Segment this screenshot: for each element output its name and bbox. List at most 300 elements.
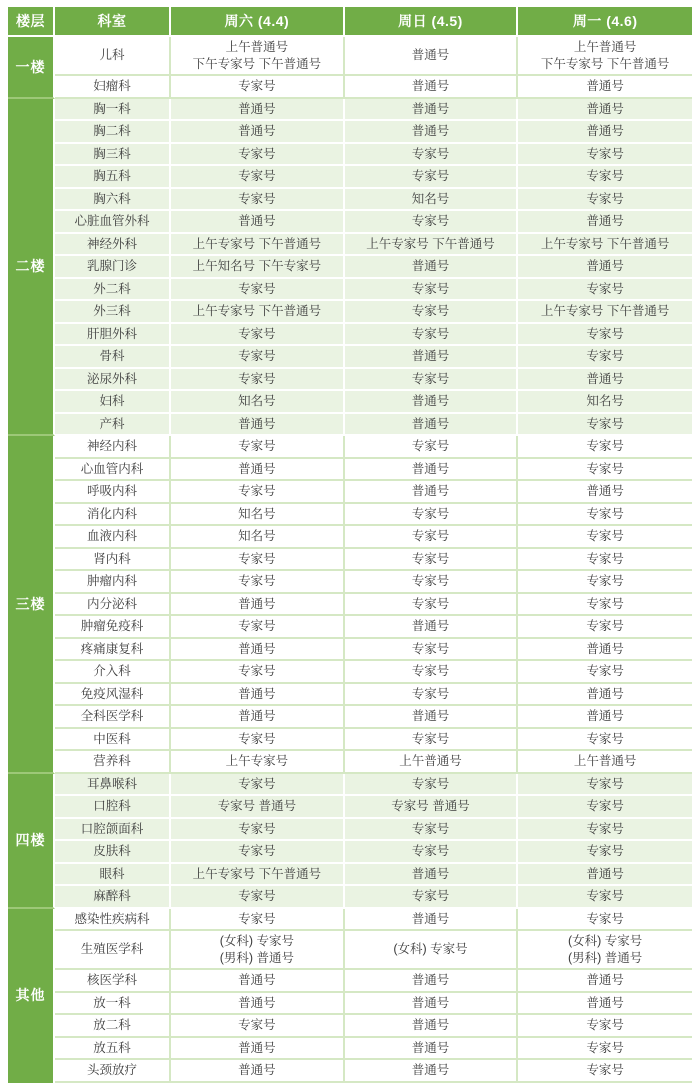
floor-cell: 一楼	[8, 37, 55, 99]
schedule-text: 普通号	[411, 619, 450, 633]
schedule-text: 普通号	[238, 214, 276, 228]
schedule-cell	[171, 571, 345, 594]
department-cell: 妇瘤科	[55, 76, 171, 99]
schedule-text: 上午专家号 下午普通号	[540, 236, 670, 251]
table-row	[8, 751, 692, 774]
table-row	[8, 796, 692, 819]
department-cell: 胸二科	[55, 121, 171, 144]
schedule-text: 专家号	[411, 731, 450, 746]
schedule-text: 专家号	[411, 281, 450, 296]
schedule-text: 专家号	[586, 506, 624, 521]
schedule-cell	[171, 774, 345, 797]
schedule-text: 普通号	[586, 709, 624, 723]
department-cell: 胸一科	[55, 99, 171, 122]
department-cell: 感染性疾病科	[55, 909, 171, 932]
schedule-text: 知名号	[238, 394, 276, 408]
schedule-text: 普通号	[238, 1040, 276, 1055]
table-row	[8, 841, 692, 864]
department-cell: 肿瘤内科	[55, 571, 171, 594]
floor-cell: 三楼	[8, 436, 55, 774]
schedule-text: 专家号	[411, 506, 450, 521]
schedule-text: 普通号	[411, 461, 450, 476]
schedule-text: 普通号	[586, 79, 624, 93]
schedule-text: 普通号	[411, 709, 450, 723]
department-cell: 核医学科	[55, 970, 171, 993]
schedule-text: 普通号	[238, 416, 276, 431]
schedule-text: 专家号	[586, 146, 624, 161]
schedule-text: 普通号	[238, 101, 276, 116]
department-cell: 介入科	[55, 661, 171, 684]
table-row	[8, 1038, 692, 1061]
column-header: 科室	[55, 7, 171, 37]
schedule-text: 专家号	[586, 529, 624, 543]
schedule-text: 普通号	[586, 484, 624, 498]
schedule-cell	[171, 1038, 345, 1061]
schedule-text: 上午普通号	[573, 754, 637, 768]
schedule-text: 专家号	[411, 844, 450, 858]
schedule-text: 知名号	[238, 506, 276, 521]
table-row	[8, 931, 692, 970]
schedule-cell	[345, 324, 519, 347]
schedule-text: 普通号	[411, 259, 450, 273]
schedule-text: 专家号	[586, 349, 624, 363]
schedule-cell	[345, 301, 519, 324]
department-cell: 乳腺门诊	[55, 256, 171, 279]
schedule-cell	[345, 1038, 519, 1061]
schedule-cell	[345, 436, 519, 459]
schedule-text: 普通号	[586, 214, 624, 228]
schedule-text: 专家号	[411, 551, 450, 566]
table-row	[8, 774, 692, 797]
schedule-text: 普通号	[411, 101, 450, 116]
schedule-cell	[345, 909, 519, 932]
schedule-text: 专家号	[586, 664, 624, 678]
schedule-text: 普通号	[586, 866, 624, 881]
department-cell: 心血管内科	[55, 459, 171, 482]
schedule-cell	[345, 796, 519, 819]
schedule-text: 普通号	[238, 995, 276, 1010]
schedule-text: 专家号	[586, 844, 624, 858]
schedule-cell	[171, 166, 345, 189]
schedule-cell	[171, 369, 345, 392]
schedule-cell	[518, 121, 692, 144]
schedule-text: 专家号 普通号	[391, 799, 470, 813]
schedule-cell	[171, 459, 345, 482]
schedule-text: 专家号	[238, 574, 276, 588]
schedule-text: 上午知名号 下午专家号	[192, 259, 322, 273]
schedule-cell	[518, 594, 692, 617]
schedule-cell	[171, 751, 345, 774]
schedule-text: 专家号	[238, 371, 276, 386]
floor-cell: 四楼	[8, 774, 55, 909]
schedule-cell	[518, 99, 692, 122]
schedule-text: 普通号	[586, 995, 624, 1010]
schedule-cell	[518, 144, 692, 167]
table-row	[8, 301, 692, 324]
department-cell: 呼吸内科	[55, 481, 171, 504]
schedule-text: 专家号	[586, 439, 624, 453]
header-row	[8, 7, 692, 37]
schedule-text: 普通号	[411, 973, 450, 987]
schedule-cell	[171, 886, 345, 909]
schedule-cell	[345, 886, 519, 909]
schedule-cell	[518, 234, 692, 257]
schedule-cell	[171, 76, 345, 99]
schedule-text: 普通号	[411, 394, 450, 408]
schedule-text: 专家号	[238, 79, 276, 93]
department-cell: 放五科	[55, 1038, 171, 1061]
schedule-text: 普通号	[586, 259, 624, 273]
table-row	[8, 189, 692, 212]
table-row	[8, 234, 692, 257]
schedule-cell	[518, 639, 692, 662]
schedule-cell	[171, 414, 345, 437]
table-row	[8, 37, 692, 76]
schedule-text: 普通号	[411, 911, 450, 926]
schedule-cell	[345, 571, 519, 594]
table-row	[8, 684, 692, 707]
department-cell: 血液内科	[55, 526, 171, 549]
schedule-text: 专家号	[238, 169, 276, 183]
schedule-cell	[345, 76, 519, 99]
schedule-text: 专家号	[411, 664, 450, 678]
schedule-text: (女科) 专家号	[219, 934, 294, 948]
schedule-text: 专家号	[586, 731, 624, 746]
schedule-cell	[171, 796, 345, 819]
schedule-cell	[345, 211, 519, 234]
department-cell: 内分泌科	[55, 594, 171, 617]
table-row	[8, 211, 692, 234]
schedule-text: 普通号	[586, 371, 624, 386]
schedule-text: 专家号	[411, 821, 450, 836]
schedule-cell	[518, 1060, 692, 1083]
schedule-cell	[345, 99, 519, 122]
schedule-cell	[518, 346, 692, 369]
department-cell: 神经外科	[55, 234, 171, 257]
schedule-text: 专家号	[411, 529, 450, 543]
schedule-cell	[518, 414, 692, 437]
schedule-text: 知名号	[586, 394, 624, 408]
schedule-text: 专家号	[238, 484, 276, 498]
schedule-text: 普通号	[411, 79, 450, 93]
table-row	[8, 549, 692, 572]
schedule-text: 专家号	[586, 889, 624, 903]
table-body	[8, 37, 692, 1083]
schedule-text: 专家号	[411, 146, 450, 161]
schedule-text: 普通号	[238, 686, 276, 701]
schedule-cell	[345, 549, 519, 572]
schedule-text: 专家号	[238, 551, 276, 566]
department-cell: 头颈放疗	[55, 1060, 171, 1083]
table-row	[8, 864, 692, 887]
department-cell: 神经内科	[55, 436, 171, 459]
department-cell: 放二科	[55, 1015, 171, 1038]
schedule-cell	[345, 616, 519, 639]
schedule-text: 专家号	[238, 889, 276, 903]
schedule-cell	[518, 841, 692, 864]
schedule-cell	[171, 639, 345, 662]
department-cell: 产科	[55, 414, 171, 437]
department-cell: 全科医学科	[55, 706, 171, 729]
department-cell: 放一科	[55, 993, 171, 1016]
column-header: 周一 (4.6)	[518, 7, 692, 37]
schedule-cell	[345, 37, 519, 76]
schedule-text: 普通号	[238, 709, 276, 723]
table-row	[8, 121, 692, 144]
schedule-text: 专家号	[238, 821, 276, 836]
schedule-cell	[518, 993, 692, 1016]
schedule-cell	[171, 729, 345, 752]
schedule-text: (男科) 普通号	[219, 950, 294, 965]
department-cell: 眼科	[55, 864, 171, 887]
schedule-text: 专家号	[238, 191, 276, 206]
schedule-text: 普通号	[238, 1063, 276, 1077]
schedule-text: 专家号	[586, 281, 624, 296]
schedule-cell	[518, 301, 692, 324]
schedule-cell	[345, 970, 519, 993]
department-cell: 外二科	[55, 279, 171, 302]
schedule-cell	[518, 684, 692, 707]
schedule-text: 专家号	[411, 439, 450, 453]
schedule-cell	[171, 993, 345, 1016]
department-cell: 泌尿外科	[55, 369, 171, 392]
table-row	[8, 886, 692, 909]
schedule-text: 专家号	[411, 326, 450, 341]
schedule-cell	[345, 661, 519, 684]
schedule-text: 普通号	[586, 124, 624, 138]
table-row	[8, 481, 692, 504]
schedule-cell	[518, 1038, 692, 1061]
schedule-cell	[518, 369, 692, 392]
schedule-cell	[171, 436, 345, 459]
department-cell: 生殖医学科	[55, 931, 171, 970]
table-row	[8, 76, 692, 99]
schedule-cell	[345, 751, 519, 774]
schedule-text: 普通号	[238, 461, 276, 476]
table-row	[8, 1060, 692, 1083]
table-row	[8, 993, 692, 1016]
schedule-text: 普通号	[411, 349, 450, 363]
table-row	[8, 819, 692, 842]
schedule-text: 专家号	[411, 776, 450, 791]
schedule-text: 专家号	[411, 169, 450, 183]
schedule-text: 专家号	[586, 191, 624, 206]
schedule-text: 普通号	[411, 416, 450, 431]
schedule-text: 专家号	[238, 664, 276, 678]
schedule-text: 专家号	[586, 1018, 624, 1032]
schedule-cell	[518, 661, 692, 684]
schedule-text: 专家号 普通号	[217, 799, 297, 813]
schedule-cell	[518, 189, 692, 212]
schedule-text: 普通号	[411, 866, 450, 881]
schedule-cell	[345, 526, 519, 549]
schedule-cell	[518, 436, 692, 459]
schedule-cell	[518, 279, 692, 302]
schedule-text: 专家号	[238, 911, 276, 926]
schedule-text: 上午专家号 下午普通号	[366, 236, 495, 251]
schedule-cell	[171, 931, 345, 970]
schedule-text: 普通号	[411, 995, 450, 1010]
schedule-cell	[171, 256, 345, 279]
schedule-cell	[171, 706, 345, 729]
schedule-cell	[518, 324, 692, 347]
department-cell: 儿科	[55, 37, 171, 76]
schedule-cell	[345, 369, 519, 392]
schedule-cell	[171, 99, 345, 122]
table-row	[8, 571, 692, 594]
schedule-cell	[171, 504, 345, 527]
table-row	[8, 436, 692, 459]
table-row	[8, 166, 692, 189]
schedule-text: 专家号	[586, 169, 624, 183]
department-cell: 口腔科	[55, 796, 171, 819]
schedule-text: 专家号	[411, 371, 450, 386]
schedule-cell	[171, 661, 345, 684]
table-row	[8, 909, 692, 932]
column-header: 周日 (4.5)	[345, 7, 519, 37]
department-cell: 肾内科	[55, 549, 171, 572]
schedule-text: 上午专家号 下午普通号	[192, 304, 322, 318]
table-header	[8, 7, 692, 37]
department-cell: 耳鼻喉科	[55, 774, 171, 797]
table-row	[8, 459, 692, 482]
schedule-text: 专家号	[238, 776, 276, 791]
schedule-cell	[518, 706, 692, 729]
schedule-text: 专家号	[411, 304, 450, 318]
schedule-text: 专家号	[238, 349, 276, 363]
department-cell: 免疫风湿科	[55, 684, 171, 707]
schedule-cell	[345, 729, 519, 752]
schedule-text: 上午专家号	[225, 754, 289, 768]
schedule-text: (女科) 专家号	[568, 934, 643, 948]
schedule-cell	[345, 1060, 519, 1083]
schedule-text: 专家号	[411, 574, 450, 588]
schedule-text: 专家号	[586, 911, 624, 926]
schedule-text: 普通号	[238, 973, 276, 987]
schedule-cell	[171, 346, 345, 369]
department-cell: 中医科	[55, 729, 171, 752]
table-row	[8, 526, 692, 549]
schedule-cell	[345, 1015, 519, 1038]
table-row	[8, 970, 692, 993]
schedule-text: 上午专家号 下午普通号	[192, 866, 322, 881]
schedule-text: 专家号	[411, 686, 450, 701]
department-cell: 胸六科	[55, 189, 171, 212]
schedule-cell	[345, 481, 519, 504]
department-cell: 疼痛康复科	[55, 639, 171, 662]
schedule-cell	[345, 391, 519, 414]
schedule-cell	[518, 526, 692, 549]
department-cell: 口腔颌面科	[55, 819, 171, 842]
schedule-text: 上午普通号	[399, 754, 462, 768]
table-row	[8, 1015, 692, 1038]
schedule-cell	[345, 774, 519, 797]
schedule-cell	[345, 931, 519, 970]
schedule-text: 知名号	[411, 191, 450, 206]
schedule-cell	[171, 144, 345, 167]
schedule-cell	[345, 459, 519, 482]
schedule-text: 专家号	[586, 551, 624, 566]
schedule-text: 上午专家号 下午普通号	[192, 236, 322, 251]
schedule-cell	[171, 391, 345, 414]
column-header: 楼层	[8, 7, 55, 37]
table-row	[8, 706, 692, 729]
schedule-text: 专家号	[238, 844, 276, 858]
table-row	[8, 639, 692, 662]
table-row	[8, 391, 692, 414]
schedule-cell	[518, 37, 692, 76]
schedule-text: 普通号	[238, 596, 276, 611]
schedule-cell	[518, 166, 692, 189]
schedule-cell	[518, 549, 692, 572]
schedule-cell	[345, 279, 519, 302]
department-cell: 消化内科	[55, 504, 171, 527]
schedule-text: 专家号	[411, 641, 450, 656]
schedule-cell	[518, 211, 692, 234]
schedule-cell	[518, 616, 692, 639]
schedule-cell	[171, 121, 345, 144]
department-cell: 胸五科	[55, 166, 171, 189]
table-row	[8, 99, 692, 122]
department-cell: 外三科	[55, 301, 171, 324]
schedule-cell	[171, 234, 345, 257]
schedule-cell	[171, 37, 345, 76]
schedule-text: 专家号	[238, 146, 276, 161]
schedule-text: 上午普通号	[225, 40, 289, 54]
schedule-text: 普通号	[411, 1063, 450, 1077]
schedule-cell	[518, 256, 692, 279]
table-row	[8, 729, 692, 752]
schedule-text: 专家号	[586, 461, 624, 476]
schedule-text: 专家号	[586, 574, 624, 588]
schedule-cell	[171, 970, 345, 993]
schedule-text: 下午专家号 下午普通号	[192, 56, 322, 71]
department-cell: 心脏血管外科	[55, 211, 171, 234]
schedule-cell	[345, 166, 519, 189]
table-row	[8, 504, 692, 527]
schedule-cell	[345, 121, 519, 144]
table-row	[8, 414, 692, 437]
table-row	[8, 616, 692, 639]
department-cell: 营养科	[55, 751, 171, 774]
floor-cell: 二楼	[8, 99, 55, 437]
schedule-cell	[171, 864, 345, 887]
schedule-text: 专家号	[411, 214, 450, 228]
schedule-cell	[171, 616, 345, 639]
department-cell: 妇科	[55, 391, 171, 414]
schedule-cell	[171, 594, 345, 617]
schedule-cell	[518, 819, 692, 842]
schedule-cell	[518, 751, 692, 774]
schedule-text: 普通号	[586, 641, 624, 656]
schedule-text: 上午专家号 下午普通号	[540, 304, 670, 318]
schedule-text: 专家号	[586, 1063, 624, 1077]
schedule-cell	[345, 864, 519, 887]
schedule-cell	[518, 481, 692, 504]
schedule-cell	[345, 841, 519, 864]
department-cell: 肝胆外科	[55, 324, 171, 347]
table-row	[8, 144, 692, 167]
schedule-text: 普通号	[411, 1040, 450, 1055]
schedule-cell	[171, 819, 345, 842]
schedule-cell	[518, 571, 692, 594]
schedule-text: 专家号	[586, 776, 624, 791]
schedule-text: 普通号	[411, 1018, 450, 1032]
schedule-cell	[345, 684, 519, 707]
table-row	[8, 279, 692, 302]
department-cell: 肿瘤免疫科	[55, 616, 171, 639]
schedule-text: 专家号	[586, 619, 624, 633]
